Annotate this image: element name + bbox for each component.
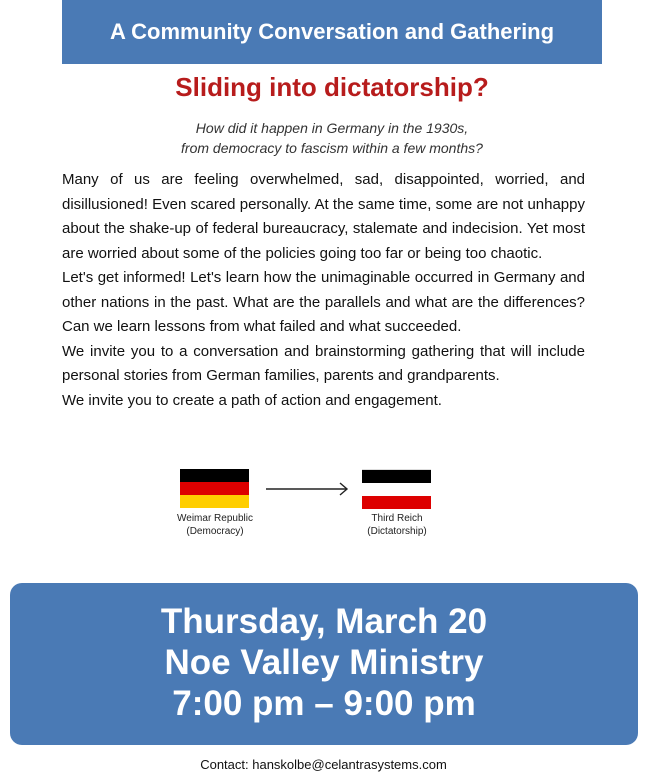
weimar-label-line-1: Weimar Republic (177, 513, 253, 524)
event-date: Thursday, March 20 (160, 602, 488, 641)
reich-flag-band-1 (362, 470, 431, 483)
contact-line: Contact: hanskolbe@celantrasystems.com (200, 757, 447, 772)
reich-flag-band-2 (362, 483, 431, 496)
weimar-flag-band-1 (180, 469, 249, 482)
banner-text: A Community Conversation and Gathering (109, 19, 555, 44)
subtitle-line-1: How did it happen in Germany in the 1930s, (195, 120, 469, 136)
body-paragraph-1: Many of us are feeling overwhelmed, sad, disappointed, worried, and disillusioned! Even scared personally. At the same time, some are not unhappy about the shake-up of federal bureaucracy, stalemate and indecision. Yet most are worried about some of the policies going too far or being too chaotic. (62, 171, 585, 262)
reich-flag (362, 469, 431, 509)
subtitle (62, 118, 602, 158)
event-venue: Noe Valley Ministry (164, 643, 484, 682)
body-paragraph-2: Let's get informed! Let's learn how the unimaginable occurred in Germany and other nations in the past. What are the parallels and what are the differences? Can we learn lessons from what failed and what succeeded. (62, 269, 585, 335)
weimar-label (170, 512, 260, 538)
body-text (62, 168, 585, 413)
header-banner (62, 0, 602, 64)
weimar-flag-band-2 (180, 482, 249, 495)
event-details-box (10, 583, 638, 745)
weimar-label-line-2: (Democracy) (186, 526, 244, 537)
weimar-flag-band-3 (180, 495, 249, 508)
reich-flag-band-3 (362, 496, 431, 509)
reich-label (352, 512, 442, 538)
event-time: 7:00 pm – 9:00 pm (172, 684, 476, 723)
reich-label-line-2: (Dictatorship) (367, 526, 427, 537)
page-title: Sliding into dictatorship? (175, 72, 489, 102)
arrow-right-icon (266, 478, 352, 500)
weimar-flag (180, 469, 249, 508)
body-paragraph-4: We invite you to create a path of action and engagement. (62, 391, 442, 409)
subtitle-line-2: from democracy to fascism within a few months? (181, 140, 483, 156)
body-paragraph-3: We invite you to a conversation and brainstorming gathering that will include personal stories from German families, parents and grandparents. (62, 342, 585, 384)
reich-label-line-1: Third Reich (371, 513, 423, 524)
